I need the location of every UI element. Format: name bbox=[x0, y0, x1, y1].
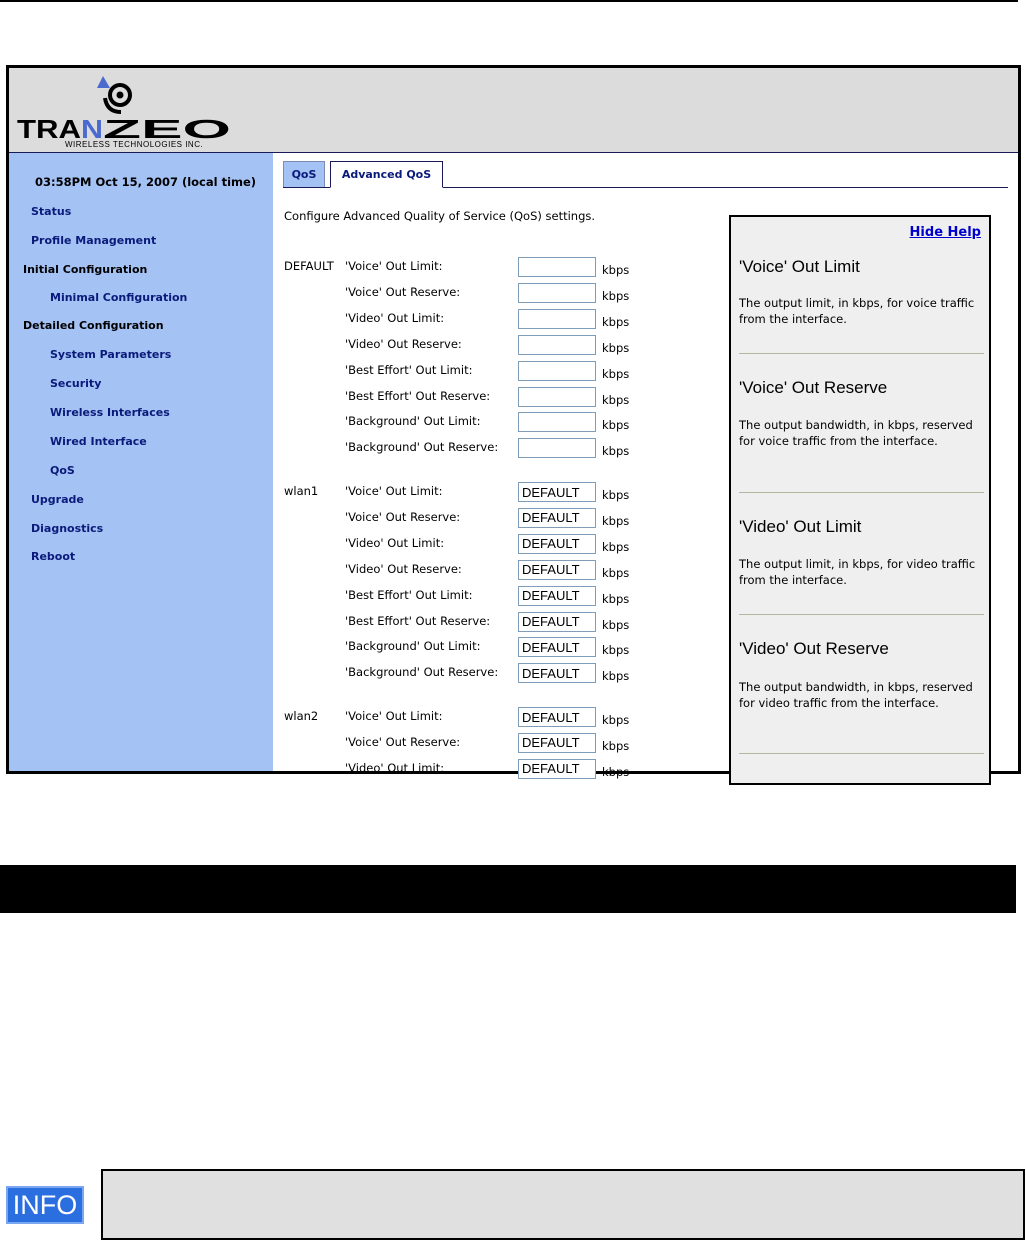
field-label: 'Voice' Out Reserve: bbox=[345, 509, 461, 524]
qos-value-input[interactable] bbox=[518, 612, 596, 632]
svg-text:ZEO: ZEO bbox=[103, 114, 231, 144]
field-label: 'Video' Out Limit: bbox=[345, 535, 445, 550]
unit-label: kbps bbox=[602, 713, 630, 727]
unit-label: kbps bbox=[602, 366, 630, 381]
sidebar-item-wireless-interfaces[interactable]: Wireless Interfaces bbox=[50, 406, 170, 419]
help-section-title: 'Video' Out Limit bbox=[739, 517, 862, 536]
help-divider bbox=[739, 614, 984, 615]
logo-graphic bbox=[15, 74, 235, 150]
unit-label: kbps bbox=[602, 643, 630, 658]
sidebar-item-upgrade[interactable]: Upgrade bbox=[31, 493, 84, 506]
qos-value-input[interactable] bbox=[518, 586, 596, 606]
unit-label: kbps bbox=[602, 340, 630, 355]
sidebar-item-diagnostics[interactable]: Diagnostics bbox=[31, 522, 104, 535]
tab-advanced-qos[interactable]: Advanced QoS bbox=[330, 161, 443, 188]
sidebar-item-wired-interface[interactable]: Wired Interface bbox=[50, 435, 147, 448]
field-label: 'Video' Out Reserve: bbox=[345, 561, 462, 576]
sidebar-item-security[interactable]: Security bbox=[50, 377, 102, 390]
help-divider bbox=[739, 492, 984, 493]
qos-value-input[interactable] bbox=[518, 663, 596, 683]
unit-label: kbps bbox=[602, 263, 630, 277]
interface-group-label: wlan1 bbox=[284, 484, 319, 498]
sidebar-item-qos[interactable]: QoS bbox=[50, 464, 75, 477]
field-label: 'Best Effort' Out Limit: bbox=[345, 587, 473, 602]
field-label: 'Best Effort' Out Reserve: bbox=[345, 388, 491, 403]
local-time: 03:58PM Oct 15, 2007 (local time) bbox=[35, 175, 257, 189]
sidebar-item-detailed-configuration[interactable]: Detailed Configuration bbox=[23, 319, 164, 332]
unit-label: kbps bbox=[602, 539, 630, 554]
qos-value-input[interactable] bbox=[518, 707, 596, 727]
field-label: 'Voice' Out Reserve: bbox=[345, 734, 461, 749]
info-note-box bbox=[101, 1169, 1025, 1240]
field-label: 'Background' Out Limit: bbox=[345, 639, 481, 654]
help-section-text: The output bandwidth, in kbps, reserved for voice traffic from the interface. bbox=[739, 418, 973, 448]
qos-value-input[interactable] bbox=[518, 335, 596, 355]
interface-group-label: DEFAULT bbox=[284, 259, 334, 273]
help-section-text: The output limit, in kbps, for video traffic from the interface. bbox=[739, 557, 976, 587]
page-header bbox=[9, 68, 1018, 153]
svg-text:TRA: TRA bbox=[17, 114, 82, 144]
sidebar-nav bbox=[9, 153, 273, 771]
field-label: 'Background' Out Reserve: bbox=[345, 665, 499, 680]
router-admin-screenshot bbox=[6, 65, 1021, 779]
unit-label: kbps bbox=[602, 738, 630, 753]
page-top-rule bbox=[0, 0, 1018, 2]
qos-value-input[interactable] bbox=[518, 759, 596, 779]
field-label: 'Video' Out Limit: bbox=[345, 310, 445, 325]
sidebar-item-status[interactable]: Status bbox=[31, 205, 72, 218]
help-divider bbox=[739, 753, 984, 754]
qos-value-input[interactable] bbox=[518, 637, 596, 657]
field-label: 'Background' Out Limit: bbox=[345, 414, 481, 429]
field-label: 'Video' Out Limit: bbox=[345, 760, 445, 775]
interface-group-label: wlan2 bbox=[284, 709, 319, 723]
help-section-title: 'Video' Out Reserve bbox=[739, 639, 889, 658]
qos-value-input[interactable] bbox=[518, 482, 596, 502]
field-label: 'Best Effort' Out Limit: bbox=[345, 362, 473, 377]
unit-label: kbps bbox=[602, 617, 630, 632]
hide-help-link[interactable]: Hide Help bbox=[909, 225, 981, 240]
help-section-title: 'Voice' Out Limit bbox=[739, 257, 860, 276]
info-icon-label: INFO bbox=[12, 1189, 78, 1220]
qos-value-input[interactable] bbox=[518, 560, 596, 580]
field-label: 'Voice' Out Limit: bbox=[345, 709, 443, 723]
svg-text:N: N bbox=[81, 114, 103, 144]
field-label: 'Video' Out Reserve: bbox=[345, 336, 462, 351]
qos-value-input[interactable] bbox=[518, 733, 596, 753]
tab-bar bbox=[283, 161, 1008, 188]
help-section-title: 'Voice' Out Reserve bbox=[739, 378, 888, 397]
qos-value-input[interactable] bbox=[518, 387, 596, 407]
unit-label: kbps bbox=[602, 314, 630, 329]
qos-value-input[interactable] bbox=[518, 257, 596, 277]
sidebar-item-initial-configuration[interactable]: Initial Configuration bbox=[23, 263, 148, 276]
logo-tagline: WIRELESS TECHNOLOGIES INC. bbox=[65, 140, 204, 149]
main-content bbox=[273, 153, 1018, 779]
sidebar-item-system-parameters[interactable]: System Parameters bbox=[50, 348, 172, 361]
qos-value-input[interactable] bbox=[518, 412, 596, 432]
qos-value-input[interactable] bbox=[518, 283, 596, 303]
field-label: 'Voice' Out Limit: bbox=[345, 484, 443, 498]
help-panel bbox=[729, 215, 991, 785]
help-divider bbox=[739, 353, 984, 354]
field-label: 'Voice' Out Reserve: bbox=[345, 284, 461, 299]
unit-label: kbps bbox=[602, 669, 630, 684]
unit-label: kbps bbox=[602, 444, 630, 459]
qos-value-input[interactable] bbox=[518, 534, 596, 554]
unit-label: kbps bbox=[602, 565, 630, 580]
help-section-text: The output bandwidth, in kbps, reserved for video traffic from the interface. bbox=[739, 680, 973, 710]
sidebar-item-minimal-configuration[interactable]: Minimal Configuration bbox=[50, 291, 188, 304]
field-label: 'Best Effort' Out Reserve: bbox=[345, 613, 491, 628]
unit-label: kbps bbox=[602, 764, 630, 779]
qos-value-input[interactable] bbox=[518, 361, 596, 381]
unit-label: kbps bbox=[602, 591, 630, 606]
field-label: 'Background' Out Reserve: bbox=[345, 440, 499, 455]
qos-value-input[interactable] bbox=[518, 438, 596, 458]
qos-value-input[interactable] bbox=[518, 309, 596, 329]
field-label: 'Voice' Out Limit: bbox=[345, 259, 443, 273]
unit-label: kbps bbox=[602, 488, 630, 502]
page-description: Configure Advanced Quality of Service (QoS) settings. bbox=[284, 209, 596, 223]
info-icon bbox=[6, 1186, 84, 1224]
qos-value-input[interactable] bbox=[518, 508, 596, 528]
unit-label: kbps bbox=[602, 418, 630, 433]
unit-label: kbps bbox=[602, 513, 630, 528]
sidebar-item-profile-management[interactable]: Profile Management bbox=[31, 234, 157, 247]
help-section-text: The output limit, in kbps, for voice traffic from the interface. bbox=[739, 296, 975, 326]
unit-label: kbps bbox=[602, 288, 630, 303]
sidebar-item-reboot[interactable]: Reboot bbox=[31, 550, 76, 563]
tranzeo-logo bbox=[15, 74, 235, 150]
tab-qos[interactable]: QoS bbox=[283, 161, 325, 187]
unit-label: kbps bbox=[602, 392, 630, 407]
section-banner bbox=[0, 865, 1016, 913]
